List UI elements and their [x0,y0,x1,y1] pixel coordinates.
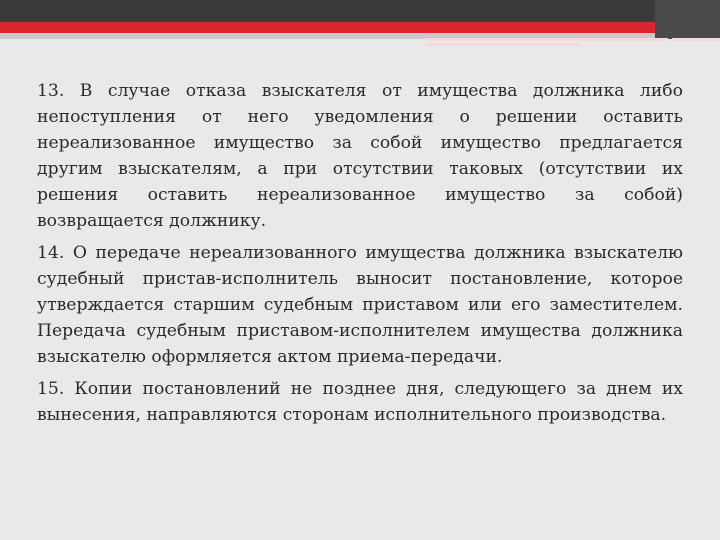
header-red-band [0,22,720,33]
decorative-pale-line [426,43,581,46]
header-corner-block [655,0,720,39]
paragraph-13: 13. В случае отказа взыскателя от имущества должника либо непоступления от него уведомления о решении оставить нереализованное имущество за собой имущество предлагается другим взыскателям, а при отсутствии таковых (отсутствии их решения оставить нереализованное имущество за собой) возвращается должнику. [37,81,683,231]
decorative-pale-line [672,38,720,41]
header-dark-bar [0,0,720,22]
slide-body [37,78,683,434]
paragraph-15: 15. Копии постановлений не позднее дня, следующего за днем их вынесения, направляются сторонам исполнительного производства. [37,379,683,425]
paragraph-14: 14. О передаче нереализованного имущества должника взыскателю судебный пристав-исполнитель выносит постановление, которое утверждается старшим судебным приставом или его заместителем. Передача судебным приставом-исполнителем имущества должника взыскателю оформляется актом приема-передачи. [37,243,683,367]
decorative-pale-line [426,38,668,41]
